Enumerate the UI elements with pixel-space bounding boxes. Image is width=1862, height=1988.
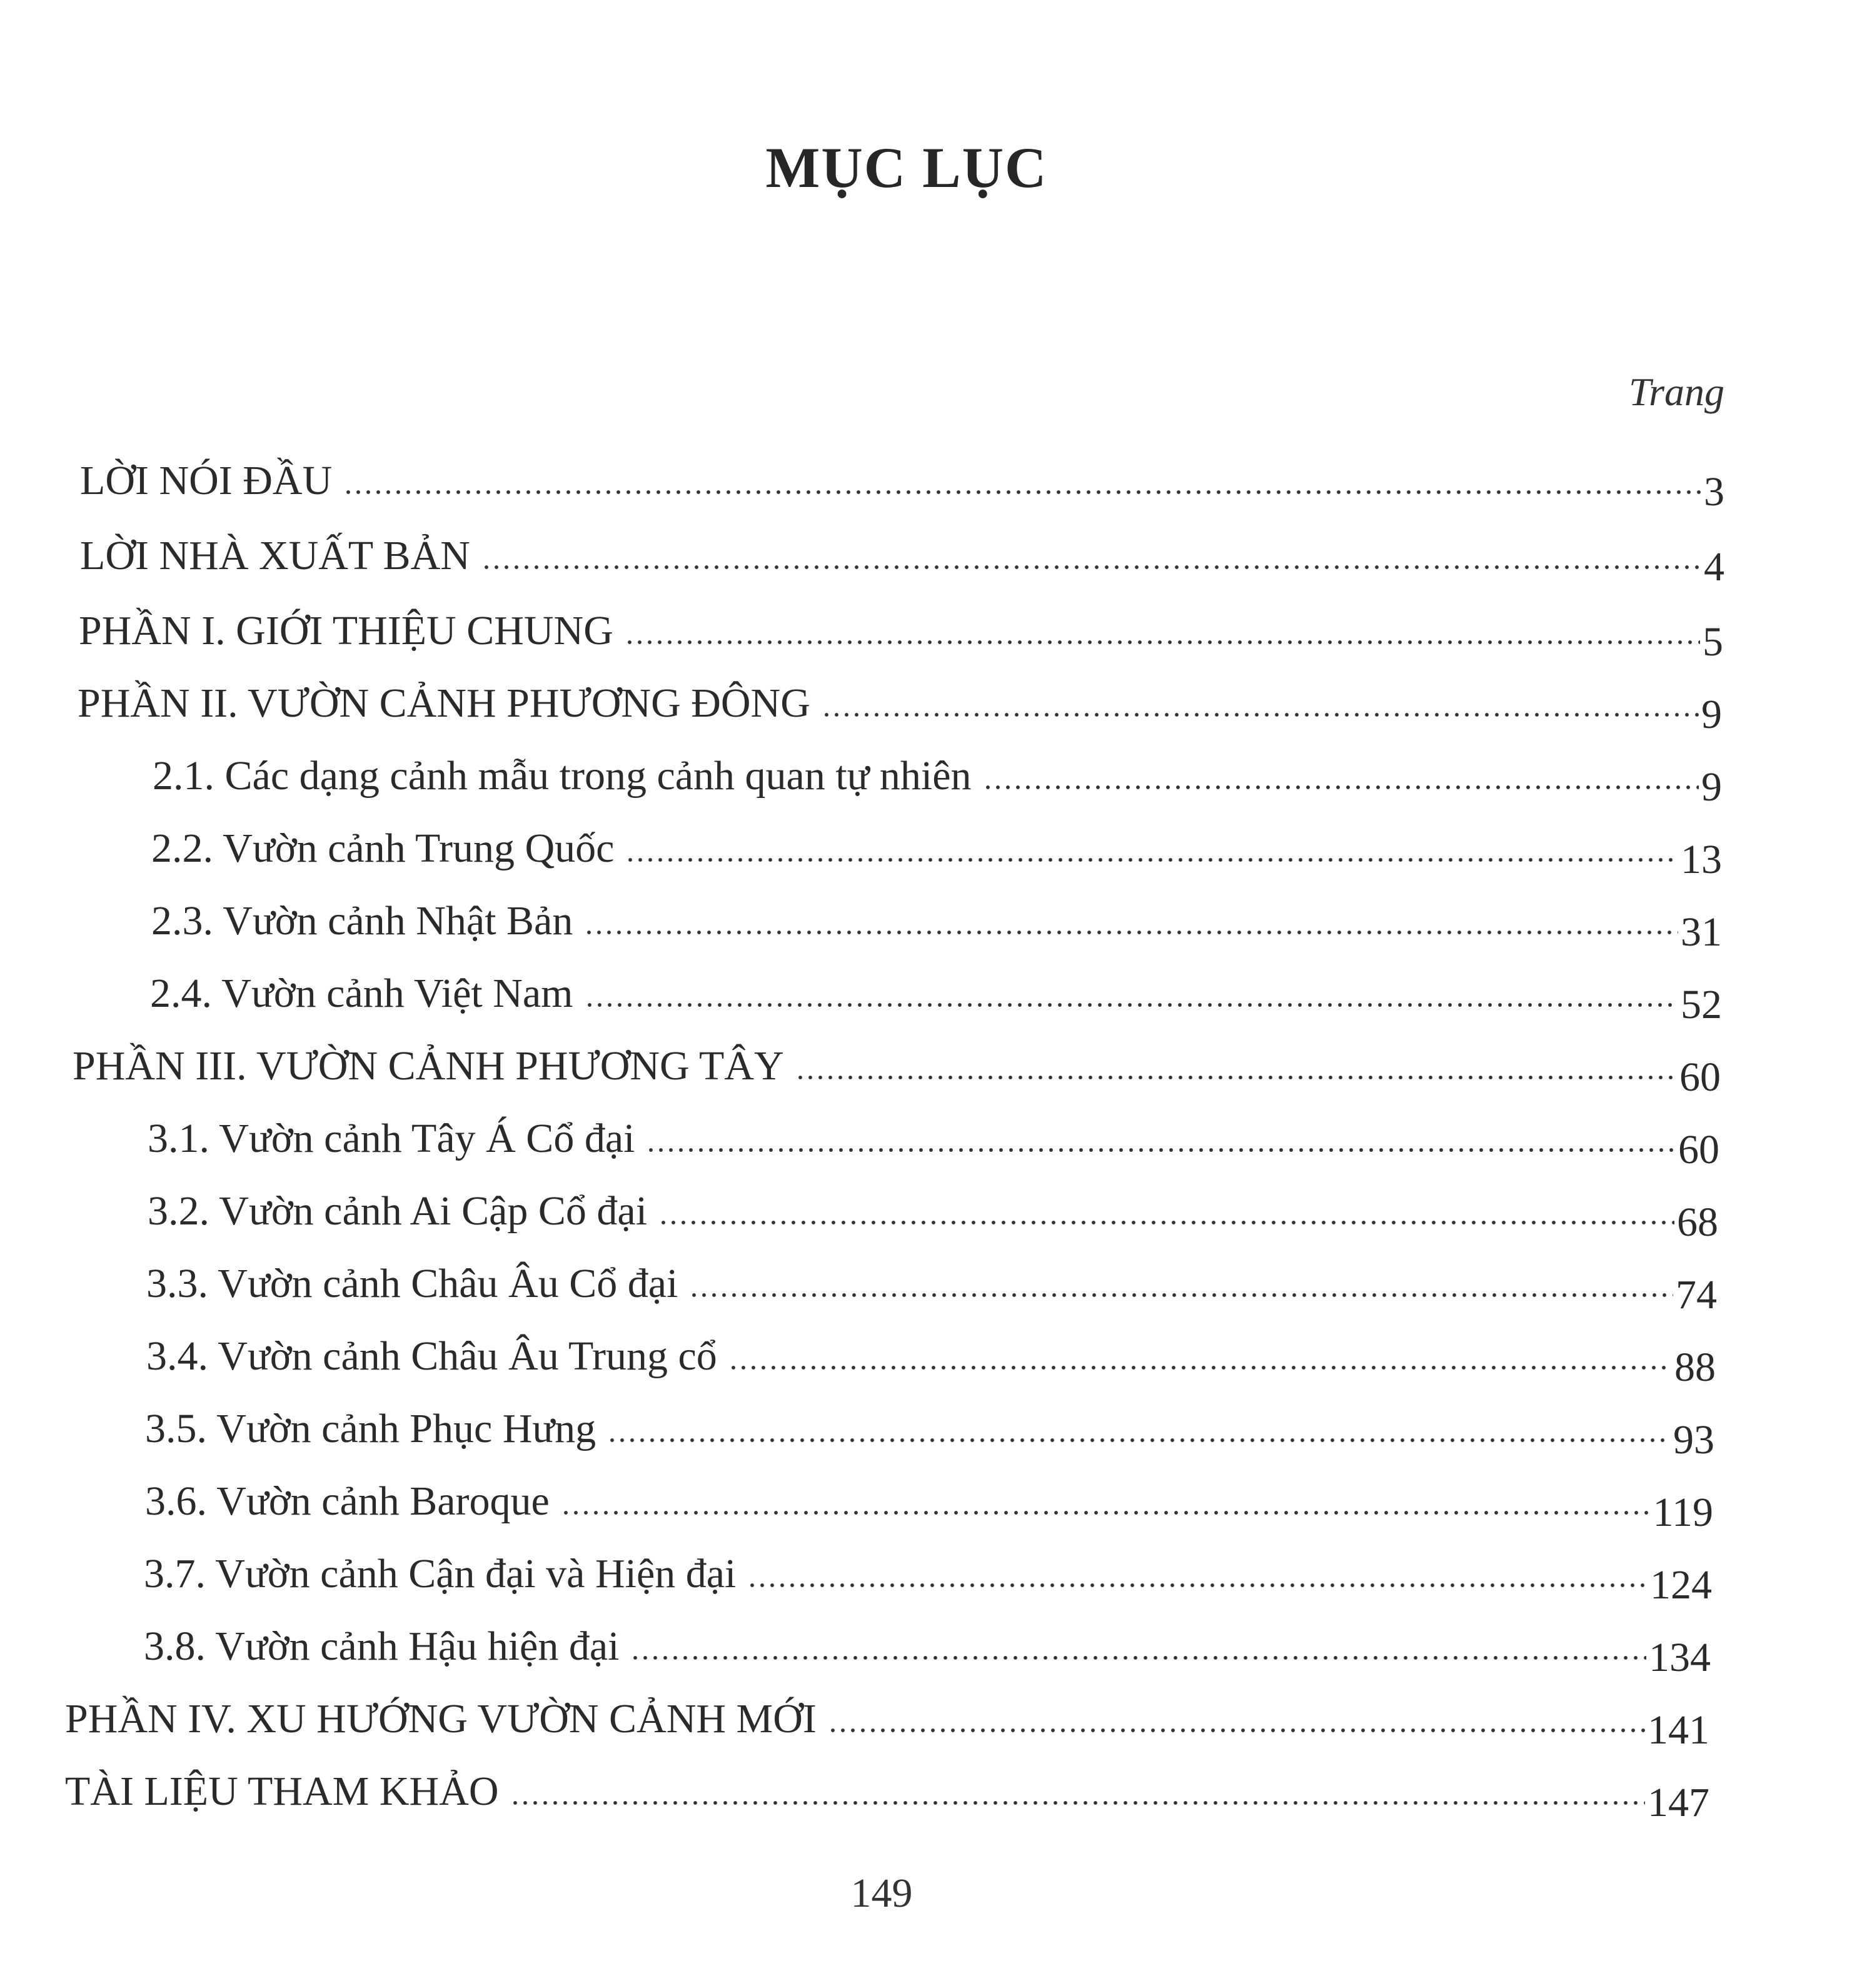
toc-entry-title: PHẦN I. GIỚI THIỆU CHUNG (79, 608, 613, 653)
dot-leader (625, 858, 1678, 862)
toc-entry-title: 2.3. Vườn cảnh Nhật Bản (151, 898, 573, 944)
dot-leader (983, 785, 1699, 789)
toc-entry-title: 2.2. Vườn cảnh Trung Quốc (151, 825, 615, 871)
toc-entry (78, 668, 1722, 737)
dot-leader (510, 1801, 1645, 1805)
toc-entry (80, 520, 1724, 590)
toc-entry-page: 31 (1681, 909, 1722, 955)
toc-entry (144, 1538, 1712, 1608)
dot-leader (343, 490, 1701, 494)
toc-entry-page: 147 (1648, 1780, 1709, 1825)
toc-entry-page: 60 (1678, 1127, 1719, 1173)
toc-entry-title: 3.5. Vườn cảnh Phục Hưng (145, 1406, 596, 1451)
toc-entry-page: 93 (1673, 1417, 1714, 1463)
toc-entry-title: 3.6. Vườn cảnh Baroque (145, 1478, 550, 1524)
toc-entry-page: 119 (1653, 1490, 1713, 1535)
toc-entry-title: PHẦN IV. XU HƯỚNG VƯỜN CẢNH MỚI (65, 1696, 817, 1742)
dot-leader (828, 1728, 1645, 1732)
toc-entry-page: 9 (1701, 692, 1722, 737)
toc-entry-title: 3.7. Vườn cảnh Cận đại và Hiện đại (144, 1551, 737, 1597)
toc-entry-title: 3.1. Vườn cảnh Tây Á Cổ đại (148, 1116, 635, 1161)
toc-entry (153, 740, 1722, 810)
dot-leader (795, 1076, 1677, 1079)
toc-entry-page: 60 (1679, 1054, 1721, 1100)
dot-leader (689, 1293, 1673, 1297)
toc-entry-page: 68 (1677, 1199, 1718, 1245)
toc-entry (65, 1756, 1709, 1825)
toc-entry-page: 124 (1650, 1562, 1712, 1608)
toc-entry-page: 88 (1674, 1345, 1716, 1390)
toc-entry-title: PHẦN III. VƯỜN CẢNH PHƯƠNG TÂY (73, 1043, 784, 1089)
toc-entry (148, 1103, 1719, 1173)
toc-entry-page: 141 (1648, 1707, 1709, 1753)
toc-entry-page: 5 (1703, 619, 1723, 665)
dot-leader (585, 1003, 1679, 1007)
toc-entry (79, 595, 1723, 665)
dot-leader (584, 931, 1678, 934)
toc-entry-page: 3 (1704, 469, 1724, 515)
toc-entry (146, 1248, 1717, 1318)
toc-entry-page: 134 (1649, 1635, 1711, 1680)
dot-leader (658, 1221, 1674, 1224)
toc-entry (146, 1321, 1716, 1390)
toc-entry-page: 13 (1681, 837, 1722, 882)
toc-entry (73, 1031, 1721, 1100)
dot-leader (747, 1583, 1648, 1587)
toc-entry-page: 4 (1704, 544, 1724, 590)
toc-entry-title: 2.4. Vườn cảnh Việt Nam (150, 971, 573, 1016)
dot-leader (561, 1511, 1651, 1515)
toc-entry-title: 3.4. Vườn cảnh Châu Âu Trung cổ (146, 1333, 717, 1379)
toc-entry-page: 9 (1701, 764, 1722, 810)
dot-leader (481, 565, 1701, 569)
dot-leader (625, 640, 1700, 644)
page-number: 149 (850, 1870, 913, 1916)
toc-entry-title: TÀI LIỆU THAM KHẢO (65, 1769, 499, 1814)
toc-entry-title: PHẦN II. VƯỜN CẢNH PHƯƠNG ĐÔNG (78, 680, 810, 726)
toc-entry (144, 1611, 1711, 1680)
toc-entry-title: 3.8. Vườn cảnh Hậu hiện đại (144, 1623, 620, 1669)
toc-entry-page: 74 (1676, 1272, 1717, 1318)
toc-entry (80, 445, 1724, 515)
toc-entry-title: 3.3. Vườn cảnh Châu Âu Cổ đại (146, 1261, 678, 1306)
toc-entry-title: 3.2. Vườn cảnh Ai Cập Cổ đại (148, 1188, 648, 1234)
dot-leader (646, 1148, 1676, 1152)
dot-leader (728, 1366, 1672, 1370)
dot-leader (822, 713, 1699, 717)
toc-entry-title: LỜI NÓI ĐẦU (80, 458, 333, 503)
toc-entry (65, 1683, 1709, 1753)
dot-leader (630, 1656, 1646, 1660)
toc-entry (151, 813, 1722, 882)
page-title: MỤC LỤC (765, 136, 1048, 199)
toc-entry (148, 1176, 1718, 1245)
toc-entry (151, 886, 1722, 955)
toc-entry (145, 1393, 1714, 1463)
toc-entry-page: 52 (1681, 982, 1722, 1027)
toc-entry (145, 1466, 1713, 1535)
toc-entry-title: LỜI NHÀ XUẤT BẢN (80, 533, 470, 578)
dot-leader (607, 1438, 1671, 1442)
page-column-label: Trang (1629, 370, 1724, 414)
toc-entry-title: 2.1. Các dạng cảnh mẫu trong cảnh quan tự nhiên (153, 753, 972, 799)
toc-entry (150, 958, 1722, 1027)
